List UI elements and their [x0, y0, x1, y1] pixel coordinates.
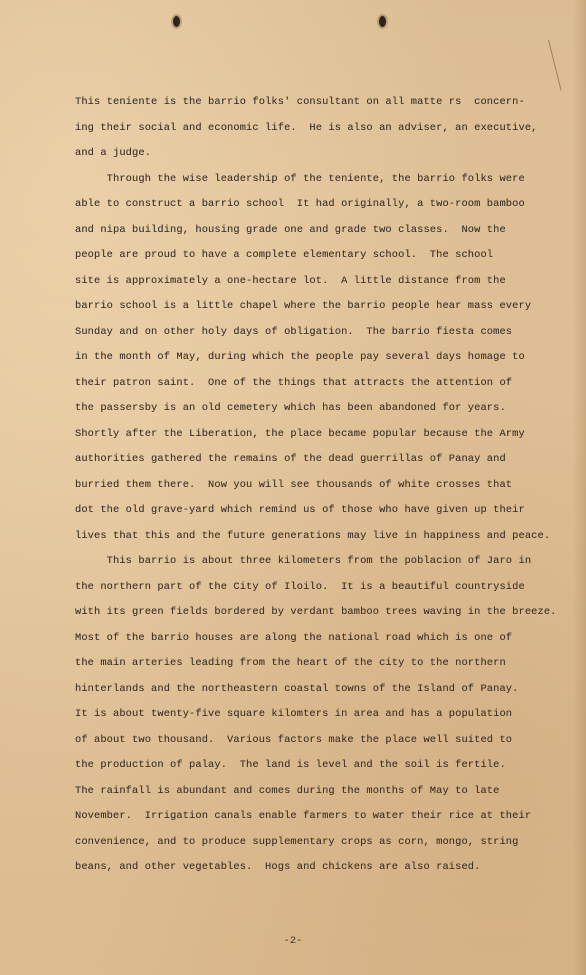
text-line: the main arteries leading from the heart of the city to the northern — [75, 657, 506, 669]
text-line: convenience, and to produce supplementary crops as corn, mongo, string — [75, 835, 519, 848]
text-line: in the month of May, during which the people pay several days homage to — [75, 351, 525, 363]
text-line: and nipa building, housing grade one and grade two classes. Now the — [75, 223, 506, 236]
paper-crease — [548, 40, 562, 91]
text-line: people are proud to have a complete elementary school. The school — [75, 249, 494, 261]
text-line: with its green fields bordered by verdant bamboo trees waving in the breeze. — [75, 606, 557, 618]
binder-hole-left-icon — [173, 16, 180, 27]
binder-hole-right-icon — [379, 16, 386, 27]
text-line: the passersby is an old cemetery which has been abandoned for years. — [75, 402, 506, 414]
text-line: barrio school is a little chapel where the barrio people hear mass every — [75, 300, 532, 312]
text-line: November. Irrigation canals enable farmers to water their rice at their — [75, 810, 532, 822]
text-line: This teniente is the barrio folks' consultant on all matte rs concern- — [75, 96, 525, 108]
text-line: the northern part of the City of Iloilo. It is a beautiful countryside — [75, 580, 525, 593]
page-edge-shadow — [572, 0, 586, 975]
text-line: beans, and other vegetables. Hogs and chickens are also raised. — [75, 861, 481, 873]
text-line: The rainfall is abundant and comes during the months of May to late — [75, 784, 500, 797]
text-line: hinterlands and the northeastern coastal towns of the Island of Panay. — [75, 682, 519, 695]
text-line: dot the old grave-yard which remind us of those who have given up their — [75, 504, 525, 516]
text-line: Shortly after the Liberation, the place became popular because the Army — [75, 427, 525, 440]
page-number: -2- — [283, 935, 303, 947]
typed-text-body — [75, 90, 565, 881]
text-line: ing their social and economic life. He is also an adviser, an executive, — [75, 121, 538, 134]
text-line: of about two thousand. Various factors make the place well suited to — [75, 733, 513, 746]
text-line: lives that this and the future generations may live in happiness and peace. — [75, 529, 551, 542]
text-line: site is approximately a one-hectare lot. A little distance from the — [75, 274, 506, 287]
text-line: Through the wise leadership of the teniente, the barrio folks were — [75, 172, 525, 185]
text-line: authorities gathered the remains of the dead guerrillas of Panay and — [75, 453, 506, 465]
text-line: and a judge. — [75, 147, 152, 159]
text-line: Sunday and on other holy days of obligation. The barrio fiesta comes — [75, 325, 513, 338]
text-line: Most of the barrio houses are along the national road which is one of — [75, 631, 513, 644]
text-line: It is about twenty-five square kilomters in area and has a population — [75, 708, 513, 720]
text-line: the production of palay. The land is level and the soil is fertile. — [75, 759, 506, 771]
text-line: This barrio is about three kilometers from the poblacion of Jaro in — [75, 555, 532, 567]
text-line: able to construct a barrio school It had originally, a two-room bamboo — [75, 198, 525, 210]
text-line: their patron saint. One of the things that attracts the attention of — [75, 376, 513, 389]
text-line: burried them there. Now you will see thousands of white crosses that — [75, 478, 513, 491]
